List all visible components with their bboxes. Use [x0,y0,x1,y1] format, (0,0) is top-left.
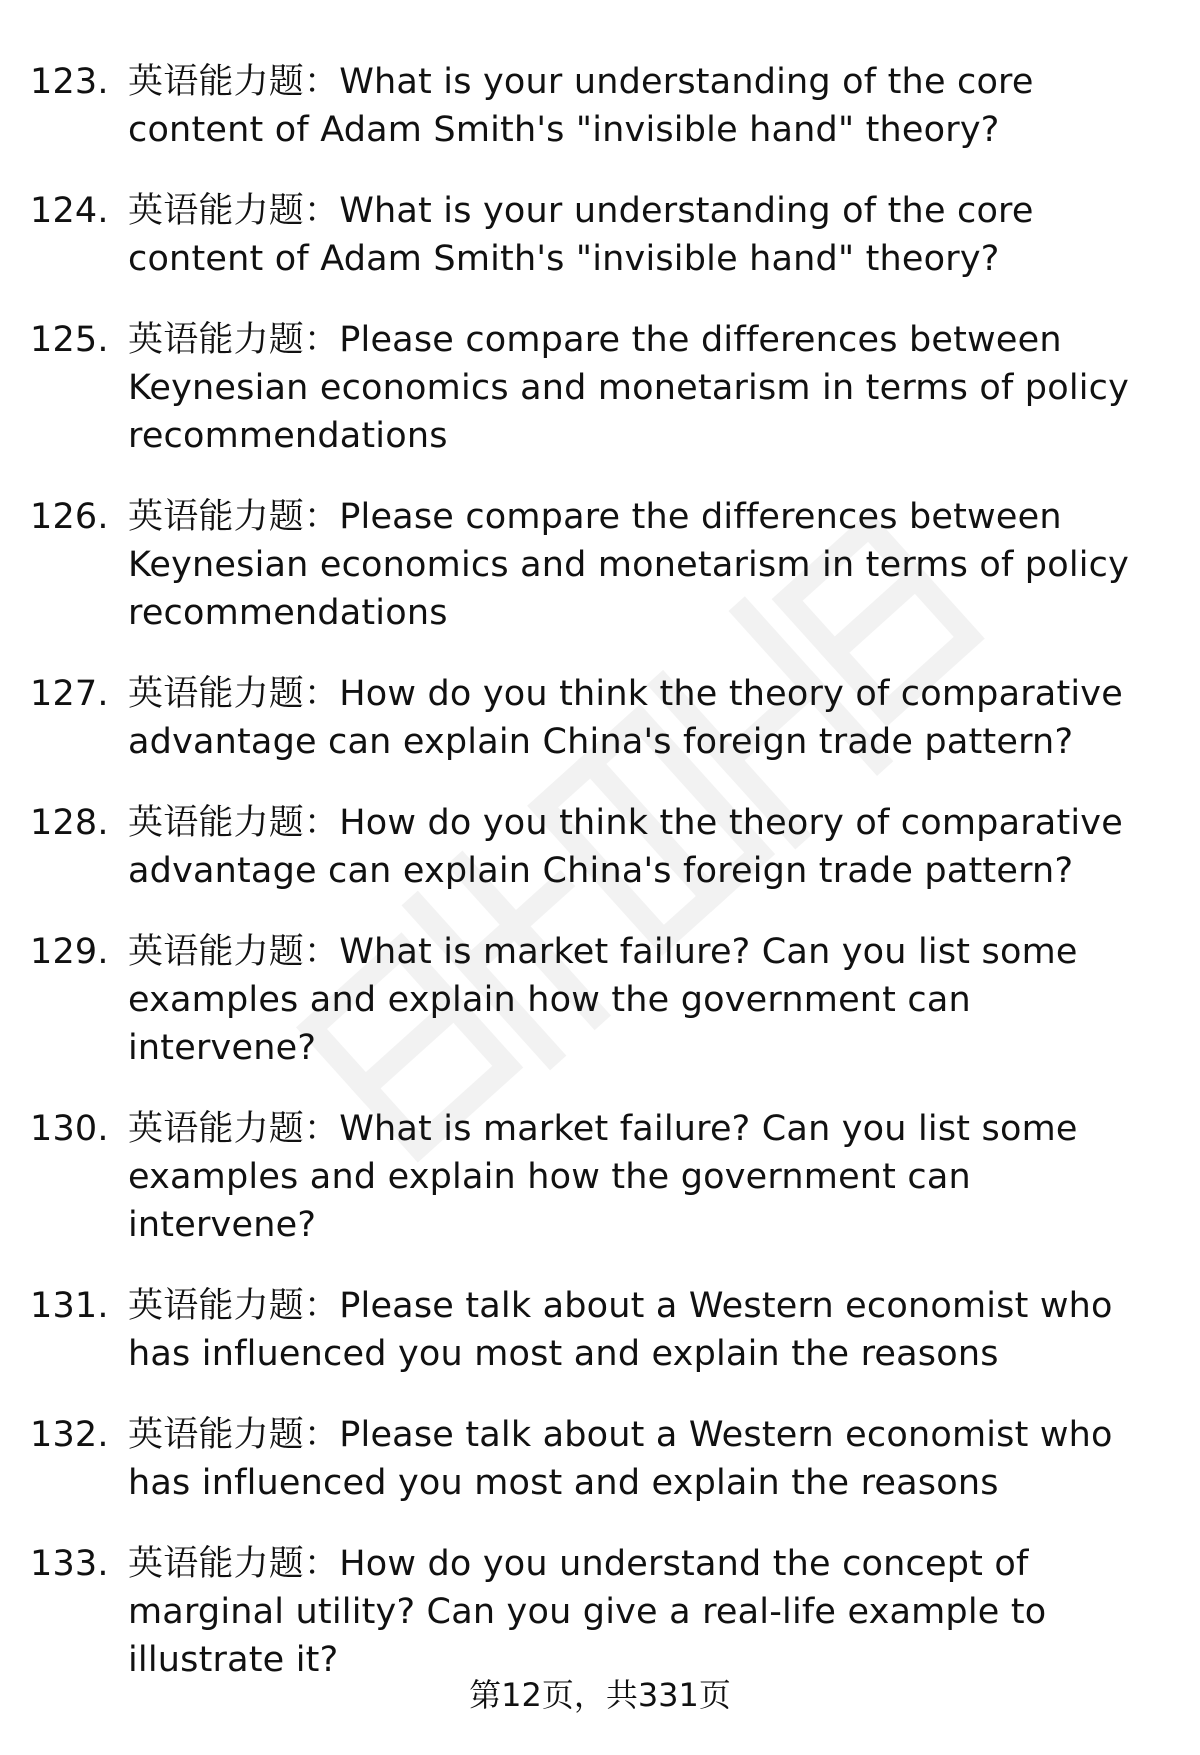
question-separator: ： [304,932,340,972]
question-text: How do you think the theory of comparative advantage can explain China's foreign trade pattern? [128,803,1123,891]
question-separator: ： [304,1415,340,1455]
question-body [128,670,1180,766]
question-category-label: 英语能力题 [128,803,305,843]
question-item [30,928,1180,1072]
question-item [30,58,1180,154]
question-category-label: 英语能力题 [128,1109,305,1149]
question-category-label: 英语能力题 [128,320,305,360]
question-number: 131. [30,1286,109,1326]
question-item [30,1105,1180,1249]
question-item [30,1282,1180,1378]
question-number: 125. [30,320,109,360]
question-separator: ： [304,497,340,537]
question-category-label: 英语能力题 [128,497,305,537]
question-body [128,1105,1180,1249]
question-body [128,316,1180,460]
question-body [128,493,1180,637]
question-list [30,58,1180,1717]
question-category-label: 英语能力题 [128,1544,305,1584]
question-number: 126. [30,497,109,537]
question-number: 124. [30,191,109,231]
question-number: 123. [30,62,109,102]
question-category-label: 英语能力题 [128,191,305,231]
question-text: What is market failure? Can you list some examples and explain how the government can intervene? [128,1109,1078,1245]
question-item [30,187,1180,283]
question-body [128,1540,1180,1684]
question-body [128,187,1180,283]
question-separator: ： [304,62,340,102]
question-item [30,799,1180,895]
question-category-label: 英语能力题 [128,1286,305,1326]
question-body [128,1282,1180,1378]
question-category-label: 英语能力题 [128,1415,305,1455]
question-item [30,1540,1180,1684]
question-text: Please talk about a Western economist who has influenced you most and explain the reasons [128,1415,1113,1503]
question-item [30,670,1180,766]
question-text: How do you think the theory of comparative advantage can explain China's foreign trade pattern? [128,674,1123,762]
question-separator: ： [304,1544,340,1584]
question-body [128,58,1180,154]
question-text: Please talk about a Western economist who has influenced you most and explain the reasons [128,1286,1113,1374]
question-item [30,316,1180,460]
question-number: 133. [30,1544,109,1584]
question-number: 129. [30,932,109,972]
page-footer [0,1675,1200,1715]
question-number: 128. [30,803,109,843]
question-separator: ： [304,320,340,360]
page-indicator: 第12页，共331页 [469,1676,731,1714]
question-text: What is market failure? Can you list some examples and explain how the government can intervene? [128,932,1078,1068]
question-body [128,928,1180,1072]
question-category-label: 英语能力题 [128,932,305,972]
question-item [30,1411,1180,1507]
question-separator: ： [304,674,340,714]
question-separator: ： [304,191,340,231]
question-text: What is your understanding of the core content of Adam Smith's "invisible hand" theory? [128,62,1034,150]
question-separator: ： [304,803,340,843]
question-number: 130. [30,1109,109,1149]
question-category-label: 英语能力题 [128,62,305,102]
question-body [128,799,1180,895]
question-text: What is your understanding of the core content of Adam Smith's "invisible hand" theory? [128,191,1034,279]
question-number: 132. [30,1415,109,1455]
question-separator: ： [304,1286,340,1326]
question-text: Please compare the differences between Keynesian economics and monetarism in terms of policy recommendations [128,320,1130,456]
question-body [128,1411,1180,1507]
question-category-label: 英语能力题 [128,674,305,714]
question-text: Please compare the differences between Keynesian economics and monetarism in terms of policy recommendations [128,497,1130,633]
question-number: 127. [30,674,109,714]
question-item [30,493,1180,637]
question-separator: ： [304,1109,340,1149]
question-text: How do you understand the concept of marginal utility? Can you give a real-life example to illustrate it? [128,1544,1047,1680]
